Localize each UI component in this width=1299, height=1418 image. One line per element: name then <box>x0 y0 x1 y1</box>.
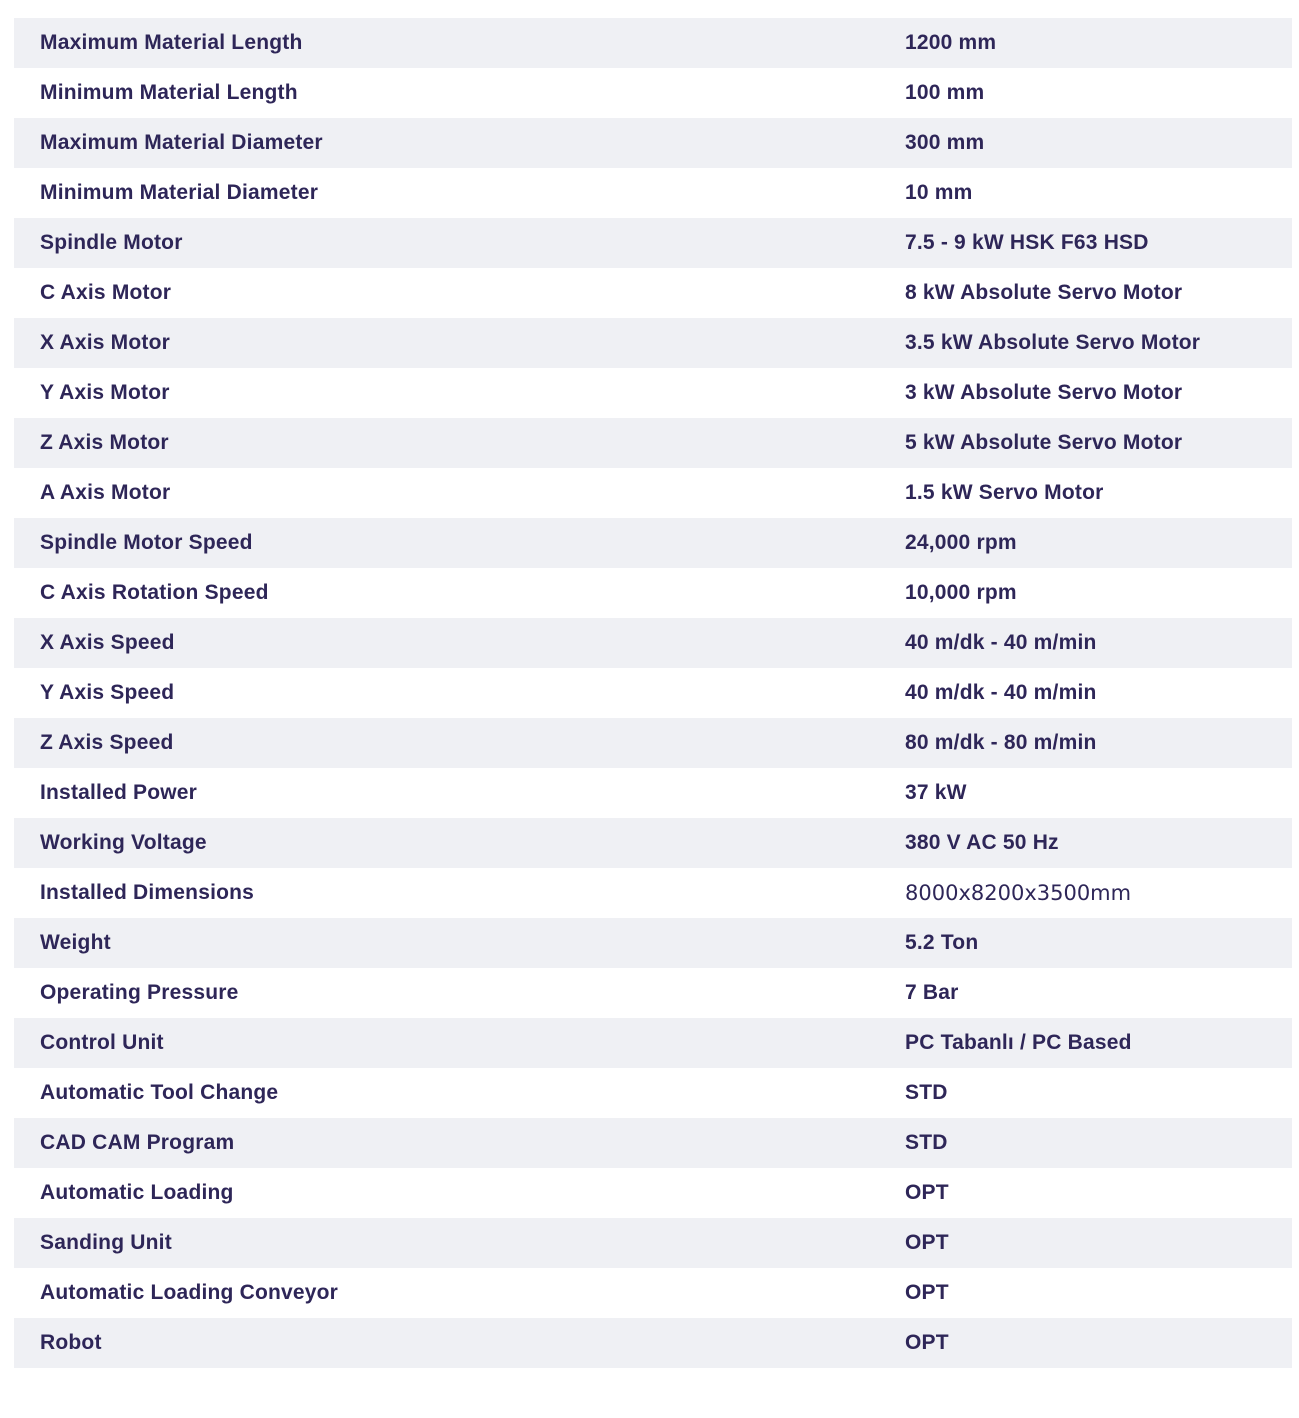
spec-label: Minimum Material Diameter <box>40 181 319 204</box>
spec-label: Operating Pressure <box>40 981 239 1004</box>
table-row <box>14 618 1292 668</box>
table-row <box>14 368 1292 418</box>
spec-label: Spindle Motor Speed <box>40 531 253 554</box>
spec-value: 5 kW Absolute Servo Motor <box>905 431 1183 454</box>
spec-label: C Axis Motor <box>40 281 172 304</box>
spec-label: C Axis Rotation Speed <box>40 581 269 604</box>
table-row <box>14 168 1292 218</box>
spec-value: OPT <box>905 1231 949 1254</box>
spec-value: 10,000 rpm <box>905 581 1017 604</box>
table-row <box>14 1018 1292 1068</box>
spec-label: Control Unit <box>40 1031 164 1054</box>
spec-value: 40 m/dk - 40 m/min <box>905 681 1097 704</box>
spec-label: Working Voltage <box>40 831 207 854</box>
spec-value: 100 mm <box>905 81 985 104</box>
spec-label: Minimum Material Length <box>40 81 298 104</box>
table-row <box>14 818 1292 868</box>
spec-value: PC Tabanlı / PC Based <box>905 1031 1132 1054</box>
table-row <box>14 768 1292 818</box>
table-row <box>14 718 1292 768</box>
table-row <box>14 268 1292 318</box>
spec-value: 380 V AC 50 Hz <box>905 831 1059 854</box>
table-row <box>14 868 1292 918</box>
spec-label: Y Axis Motor <box>40 381 170 404</box>
table-row <box>14 568 1292 618</box>
spec-value: 8 kW Absolute Servo Motor <box>905 281 1183 304</box>
spec-label: A Axis Motor <box>40 481 171 504</box>
spec-label: Maximum Material Length <box>40 31 303 54</box>
spec-label: Automatic Loading Conveyor <box>40 1281 339 1304</box>
spec-table <box>14 18 1292 1368</box>
spec-label: Y Axis Speed <box>40 681 175 704</box>
spec-value: 3.5 kW Absolute Servo Motor <box>905 331 1201 354</box>
table-row <box>14 468 1292 518</box>
spec-value: STD <box>905 1081 948 1104</box>
table-row <box>14 1118 1292 1168</box>
spec-label: Installed Dimensions <box>40 881 255 904</box>
spec-label: Z Axis Speed <box>40 731 174 754</box>
spec-value: OPT <box>905 1331 949 1354</box>
spec-value: 7.5 - 9 kW HSK F63 HSD <box>905 231 1149 254</box>
spec-value: 8000x8200x3500mm <box>905 881 1132 905</box>
table-row <box>14 118 1292 168</box>
spec-value: OPT <box>905 1281 949 1304</box>
spec-value: STD <box>905 1131 948 1154</box>
spec-label: Automatic Loading <box>40 1181 234 1204</box>
spec-label: Weight <box>40 931 111 954</box>
table-row <box>14 1318 1292 1368</box>
spec-value: 40 m/dk - 40 m/min <box>905 631 1097 654</box>
spec-value: 80 m/dk - 80 m/min <box>905 731 1097 754</box>
spec-label: Maximum Material Diameter <box>40 131 323 154</box>
spec-value: 10 mm <box>905 181 973 204</box>
table-row <box>14 1218 1292 1268</box>
spec-label: Z Axis Motor <box>40 431 169 454</box>
table-row <box>14 418 1292 468</box>
table-row <box>14 918 1292 968</box>
table-row <box>14 1068 1292 1118</box>
table-row <box>14 18 1292 68</box>
spec-value: 300 mm <box>905 131 985 154</box>
spec-label: Robot <box>40 1331 102 1354</box>
table-row <box>14 68 1292 118</box>
spec-value: 1.5 kW Servo Motor <box>905 481 1104 504</box>
spec-value: 24,000 rpm <box>905 531 1017 554</box>
spec-label: Spindle Motor <box>40 231 183 254</box>
spec-label: X Axis Motor <box>40 331 170 354</box>
table-row <box>14 218 1292 268</box>
table-row <box>14 318 1292 368</box>
table-row <box>14 668 1292 718</box>
table-row <box>14 968 1292 1018</box>
spec-label: CAD CAM Program <box>40 1131 235 1154</box>
spec-value: 3 kW Absolute Servo Motor <box>905 381 1183 404</box>
table-row <box>14 518 1292 568</box>
spec-label: Automatic Tool Change <box>40 1081 279 1104</box>
spec-value: 37 kW <box>905 781 967 804</box>
spec-label: Sanding Unit <box>40 1231 172 1254</box>
table-row <box>14 1168 1292 1218</box>
spec-value: 5.2 Ton <box>905 931 979 954</box>
spec-value: 1200 mm <box>905 31 997 54</box>
spec-label: Installed Power <box>40 781 198 804</box>
spec-label: X Axis Speed <box>40 631 175 654</box>
spec-value: 7 Bar <box>905 981 959 1004</box>
table-row <box>14 1268 1292 1318</box>
spec-value: OPT <box>905 1181 949 1204</box>
